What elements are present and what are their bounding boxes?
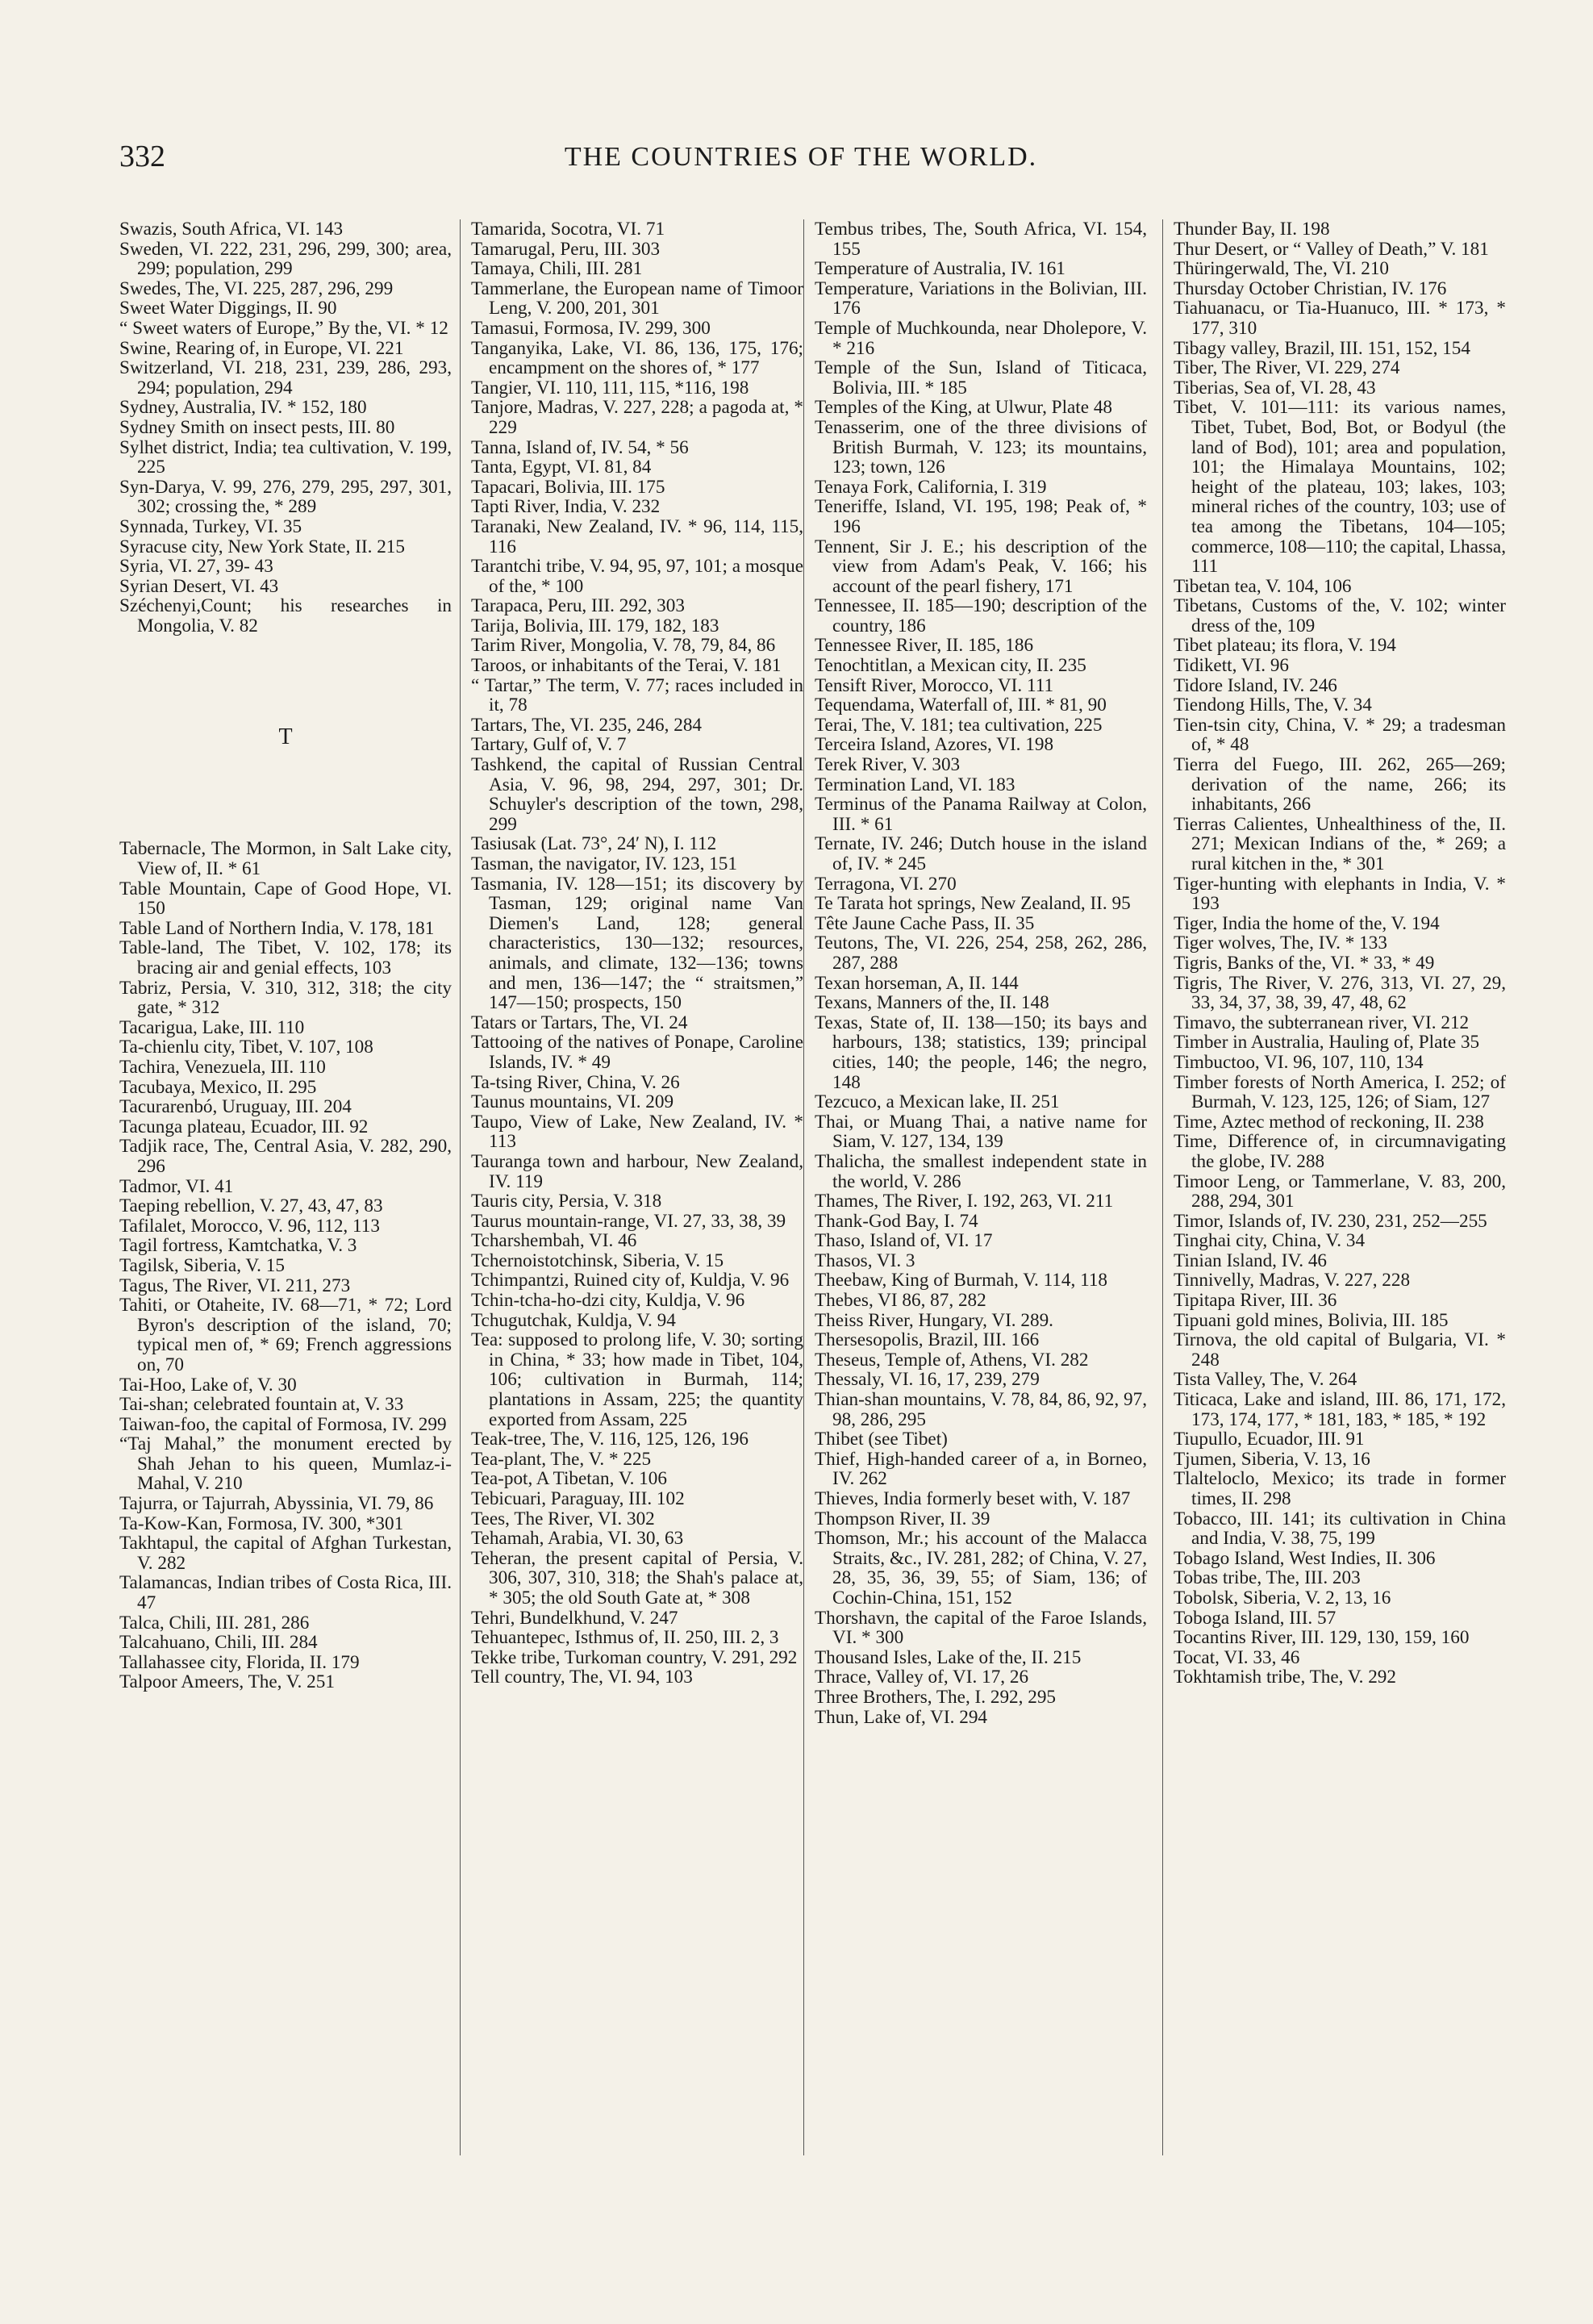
index-entry: Tanganyika, Lake, VI. 86, 136, 175, 176; encampment on the shores of, * 177 — [471, 337, 803, 379]
index-entry: Tanta, Egypt, VI. 81, 84 — [471, 457, 652, 478]
index-entry: Tapti River, India, V. 232 — [471, 496, 661, 518]
index-entry: Syrian Desert, VI. 43 — [119, 575, 279, 597]
index-entry: Tjumen, Siberia, V. 13, 16 — [1174, 1448, 1370, 1470]
index-entry: Tacunga plateau, Ecuador, III. 92 — [119, 1116, 369, 1137]
index-entry: Thessaly, VI. 16, 17, 239, 279 — [815, 1369, 1040, 1391]
index-entry: Tangier, VI. 110, 111, 115, *116, 198 — [471, 377, 749, 398]
entries-after-letter — [119, 839, 452, 1692]
index-entry: Thersesopolis, Brazil, III. 166 — [815, 1329, 1040, 1351]
index-entry: Tibet plateau; its flora, V. 194 — [1174, 635, 1396, 657]
index-entry: Te Tarata hot springs, New Zealand, II. 95 — [815, 893, 1131, 915]
index-entry: Tea: supposed to prolong life, V. 30; sorting in China, * 33; how made in Tibet, 104, 106; cultivation in Burmah, 114; plantations in Assam, 225; the quantity exported from Assam, 225 — [471, 1329, 803, 1430]
index-entry: Teheran, the present capital of Persia, V. 306, 307, 310, 318; the Shah's palace at, * 305; the old South Gate at, * 308 — [471, 1547, 803, 1608]
index-entry: Terragona, VI. 270 — [815, 873, 957, 895]
index-entry: Tauranga town and harbour, New Zealand, IV. 119 — [471, 1150, 803, 1192]
index-entry: Theebaw, King of Burmah, V. 114, 118 — [815, 1270, 1108, 1291]
index-entry: Tartary, Gulf of, V. 7 — [471, 734, 627, 756]
index-entry: Tirnova, the old capital of Bulgaria, VI. * 248 — [1174, 1329, 1506, 1371]
section-letter: T — [278, 724, 293, 750]
index-entry: Teneriffe, Island, VI. 195, 198; Peak of, * 196 — [815, 496, 1147, 537]
index-entry: Temples of the King, at Ulwur, Plate 48 — [815, 397, 1113, 419]
index-entry: “ Sweet waters of Europe,” By the, VI. * 12 — [119, 317, 448, 339]
index-entry: Thorshavn, the capital of the Faroe Islands, VI. * 300 — [815, 1607, 1147, 1649]
index-entry: Timavo, the subterranean river, VI. 212 — [1174, 1012, 1470, 1033]
index-entry: Tenasserim, one of the three divisions of British Burmah, V. 123; its mountains, 123; town, 126 — [815, 416, 1147, 478]
index-entry: Tai-Hoo, Lake of, V. 30 — [119, 1374, 297, 1396]
index-entry: Tigris, The River, V. 276, 313, VI. 27, 29, 33, 34, 37, 38, 39, 47, 48, 62 — [1174, 972, 1506, 1014]
index-entry: Tartars, The, VI. 235, 246, 284 — [471, 714, 703, 736]
index-entry: Tinnivelly, Madras, V. 227, 228 — [1174, 1270, 1411, 1291]
index-entry: Tibet, V. 101—111: its various names, Tibet, Tubet, Bod, Bot, or Bodyul (the land of Bod), 101; area and population, 101; the Himalaya Mountains, 102; height of the plateau, 103; lakes, 103; mineral riches of the country, 103; use of tea among the Tibetans, 104—105; commerce, 108—110; the capital, Lhassa, 111 — [1174, 397, 1506, 578]
index-entry: Tocat, VI. 33, 46 — [1174, 1646, 1300, 1668]
index-entry: Swedes, The, VI. 225, 287, 296, 299 — [119, 277, 394, 299]
index-entry: Tebicuari, Paraguay, III. 102 — [471, 1488, 685, 1509]
index-entry: Thai, or Muang Thai, a native name for Siam, V. 127, 134, 139 — [815, 1111, 1147, 1153]
index-entry: Thaso, Island of, VI. 17 — [815, 1230, 993, 1252]
index-entry: Tembus tribes, The, South Africa, VI. 154, 155 — [815, 219, 1147, 260]
index-entry: Thur Desert, or “ Valley of Death,” V. 181 — [1174, 238, 1489, 260]
index-entry: Teutons, The, VI. 226, 254, 258, 262, 286, 287, 288 — [815, 933, 1147, 974]
index-entry: Tchimpantzi, Ruined city of, Kuldja, V. 96 — [471, 1270, 790, 1291]
index-entry: Ta-chienlu city, Tibet, V. 107, 108 — [119, 1037, 373, 1058]
index-entry: Tidikett, VI. 96 — [1174, 655, 1290, 677]
index-entry: Thunder Bay, II. 198 — [1174, 219, 1330, 240]
index-entry: Tcharshembah, VI. 46 — [471, 1230, 637, 1252]
index-entry: Talpoor Ameers, The, V. 251 — [119, 1671, 335, 1693]
index-entry: Tiber, The River, VI. 229, 274 — [1174, 357, 1400, 379]
index-entry: “Taj Mahal,” the monument erected by Shah Jehan to his queen, Mumlaz-i-Mahal, V. 210 — [119, 1433, 452, 1495]
index-entry: Tea-plant, The, V. * 225 — [471, 1448, 652, 1470]
index-column-3 — [815, 219, 1147, 2284]
index-entry: Tierra del Fuego, III. 262, 265—269; derivation of the name, 266; its inhabitants, 266 — [1174, 754, 1506, 816]
index-entry: Thrace, Valley of, VI. 17, 26 — [815, 1667, 1029, 1688]
index-entry: Tennent, Sir J. E.; his description of the view from Adam's Peak, V. 166; his account of the pearl fishery, 171 — [815, 536, 1147, 597]
index-entry: Theseus, Temple of, Athens, VI. 282 — [815, 1349, 1089, 1371]
index-entry: Taurus mountain-range, VI. 27, 33, 38, 39 — [471, 1210, 786, 1232]
index-entry: Tai-shan; celebrated fountain at, V. 33 — [119, 1394, 404, 1416]
index-entry: Tanna, Island of, IV. 54, * 56 — [471, 436, 689, 458]
index-entry: Talamancas, Indian tribes of Costa Rica, III. 47 — [119, 1572, 452, 1614]
index-entry: Tagil fortress, Kamtchatka, V. 3 — [119, 1235, 357, 1257]
index-entry: Thomson, Mr.; his account of the Malacca Straits, &c., IV. 281, 282; of China, V. 27, 28, 35, 36, 39, 55; of Siam, 136; of Cochin-China, 151, 152 — [815, 1528, 1147, 1608]
index-entry: Tiendong Hills, The, V. 34 — [1174, 695, 1372, 716]
index-entry: Temperature, Variations in the Bolivian, III. 176 — [815, 277, 1147, 319]
index-entry: Tiger wolves, The, IV. * 133 — [1174, 933, 1387, 954]
column-rule — [803, 219, 804, 2155]
index-entry: Tasmania, IV. 128—151; its discovery by Tasman, 129; original name Van Diemen's Land, 128; general characteristics, 130—132; resources, animals, and climate, 132—136; towns and men, 136—147; the “ straitsmen,” 147—150; prospects, 150 — [471, 873, 803, 1014]
index-entry: Tlalteloclo, Mexico; its trade in former times, II. 298 — [1174, 1468, 1506, 1509]
index-entry: Tibetan tea, V. 104, 106 — [1174, 575, 1352, 597]
index-entry: Sweet Water Diggings, II. 90 — [119, 298, 337, 319]
index-entry: Tipuani gold mines, Bolivia, III. 185 — [1174, 1309, 1449, 1331]
index-entry: Tea-pot, A Tibetan, V. 106 — [471, 1468, 667, 1490]
index-entry: Tacarigua, Lake, III. 110 — [119, 1016, 305, 1038]
index-entry: Tinghai city, China, V. 34 — [1174, 1230, 1366, 1252]
index-column-2 — [471, 219, 803, 2284]
index-entry: Ternate, IV. 246; Dutch house in the island of, IV. * 245 — [815, 833, 1147, 874]
index-entry: Sweden, VI. 222, 231, 296, 299, 300; area, 299; population, 299 — [119, 238, 452, 280]
index-entry: Tagus, The River, VI. 211, 273 — [119, 1275, 351, 1296]
index-entry: Texan horseman, A, II. 144 — [815, 972, 1019, 994]
index-entry: Talcahuano, Chili, III. 284 — [119, 1632, 318, 1654]
index-entry: Tarim River, Mongolia, V. 78, 79, 84, 86 — [471, 635, 776, 657]
index-column-1 — [119, 219, 452, 2284]
index-entry: Tiberias, Sea of, VI. 28, 43 — [1174, 377, 1376, 398]
index-entry: Tensift River, Morocco, VI. 111 — [815, 674, 1054, 696]
index-entry: Thian-shan mountains, V. 78, 84, 86, 92, 97, 98, 286, 295 — [815, 1389, 1147, 1430]
index-entry: Tamarida, Socotra, VI. 71 — [471, 219, 665, 240]
index-entry: Tarantchi tribe, V. 94, 95, 97, 101; a mosque of the, * 100 — [471, 556, 803, 597]
index-entry: Thibet (see Tibet) — [815, 1429, 948, 1450]
entries-before-letter — [119, 219, 452, 636]
index-entry: Taunus mountains, VI. 209 — [471, 1091, 674, 1113]
column-rule — [1162, 219, 1163, 2155]
index-entry: Termination Land, VI. 183 — [815, 774, 1015, 795]
index-column-4 — [1174, 219, 1506, 2284]
index-entry: Tibetans, Customs of the, V. 102; winter dress of the, 109 — [1174, 595, 1506, 636]
index-entry: Tehri, Bundelkhund, V. 247 — [471, 1607, 678, 1629]
index-entry: Talca, Chili, III. 281, 286 — [119, 1612, 310, 1633]
index-entry: Tinian Island, IV. 46 — [1174, 1250, 1328, 1271]
index-entry: Thursday October Christian, IV. 176 — [1174, 277, 1447, 299]
index-entry: Tamaya, Chili, III. 281 — [471, 258, 643, 280]
index-entry: Timber forests of North America, I. 252; of Burmah, V. 123, 125, 126; of Siam, 127 — [1174, 1071, 1506, 1113]
index-entry: Taeping rebellion, V. 27, 43, 47, 83 — [119, 1195, 383, 1217]
index-entry: Switzerland, VI. 218, 231, 239, 286, 293, 294; population, 294 — [119, 357, 452, 398]
index-entry: Terceira Island, Azores, VI. 198 — [815, 734, 1054, 756]
index-entry: Thief, High-handed career of a, in Borneo, IV. 262 — [815, 1448, 1147, 1490]
index-entry: Ta-Kow-Kan, Formosa, IV. 300, *301 — [119, 1512, 404, 1534]
index-entry: Thüringerwald, The, VI. 210 — [1174, 258, 1390, 280]
index-entry: Tadjik race, The, Central Asia, V. 282, 290, 296 — [119, 1136, 452, 1177]
index-entry: Ta-tsing River, China, V. 26 — [471, 1071, 680, 1093]
index-entry: Tierras Calientes, Unhealthiness of the, II. 271; Mexican Indians of the, * 269; a rural kitchen in the, * 301 — [1174, 813, 1506, 874]
index-entry: Tennessee, II. 185—190; description of the country, 186 — [815, 595, 1147, 636]
index-entry: Texas, State of, II. 138—150; its bays and harbours, 138; statistics, 139; principal cities, 140; the people, 146; the negro, 148 — [815, 1012, 1147, 1093]
index-entry: Tiger, India the home of the, V. 194 — [1174, 912, 1440, 934]
index-entry: Timber in Australia, Hauling of, Plate 35 — [1174, 1032, 1480, 1054]
index-entry: Tafilalet, Morocco, V. 96, 112, 113 — [119, 1215, 380, 1237]
index-entry: “ Tartar,” The term, V. 77; races included in it, 78 — [471, 674, 803, 716]
index-entry: Swazis, South Africa, VI. 143 — [119, 219, 344, 240]
index-entry: Syracuse city, New York State, II. 215 — [119, 536, 405, 557]
index-entry: Tacubaya, Mexico, II. 295 — [119, 1076, 317, 1098]
index-entry: Tapacari, Bolivia, III. 175 — [471, 476, 665, 498]
index-entry: Sydney, Australia, IV. * 152, 180 — [119, 397, 367, 419]
index-entry: Tobacco, III. 141; its cultivation in China and India, V. 38, 75, 199 — [1174, 1508, 1506, 1550]
index-entry: Taupo, View of Lake, New Zealand, IV. * 113 — [471, 1111, 803, 1153]
index-entry: Tauris city, Persia, V. 318 — [471, 1191, 662, 1212]
index-entry: Sylhet district, India; tea cultivation, V. 199, 225 — [119, 436, 452, 478]
index-entry: Tees, The River, VI. 302 — [471, 1508, 655, 1529]
index-entry: Tarija, Bolivia, III. 179, 182, 183 — [471, 615, 719, 636]
index-entry: Temple of the Sun, Island of Titicaca, Bolivia, III. * 185 — [815, 357, 1147, 398]
index-entry: Tatars or Tartars, The, VI. 24 — [471, 1012, 688, 1033]
index-entry: Tagilsk, Siberia, V. 15 — [119, 1254, 285, 1276]
index-entry: Tashkend, the capital of Russian Central Asia, V. 96, 98, 294, 297, 301; Dr. Schuyler's description of the town, 298, 299 — [471, 754, 803, 835]
page-number: 332 — [119, 140, 165, 173]
index-entry: Tiupullo, Ecuador, III. 91 — [1174, 1429, 1365, 1450]
index-entry: Széchenyi,Count; his researches in Mongolia, V. 82 — [119, 595, 452, 636]
index-entry: Takhtapul, the capital of Afghan Turkestan, V. 282 — [119, 1533, 452, 1574]
index-entry: Tehuantepec, Isthmus of, II. 250, III. 2, 3 — [471, 1627, 779, 1649]
index-entry: Tacurarenbó, Uruguay, III. 204 — [119, 1096, 352, 1118]
index-entry: Tchin-tcha-ho-dzi city, Kuldja, V. 96 — [471, 1290, 745, 1312]
index-entry: Taroos, or inhabitants of the Terai, V. 181 — [471, 655, 782, 677]
index-entry: Terminus of the Panama Railway at Colon, III. * 61 — [815, 794, 1147, 835]
index-entry: Thasos, VI. 3 — [815, 1250, 915, 1271]
index-entry: Thun, Lake of, VI. 294 — [815, 1706, 988, 1728]
index-entry: Tequendama, Waterfall of, III. * 81, 90 — [815, 695, 1107, 716]
index-entry: Tell country, The, VI. 94, 103 — [471, 1667, 693, 1688]
page-header — [119, 139, 1482, 179]
index-entry: Terai, The, V. 181; tea cultivation, 225 — [815, 714, 1103, 736]
index-entry: Tezcuco, a Mexican lake, II. 251 — [815, 1091, 1060, 1113]
index-entry: Tasman, the navigator, IV. 123, 151 — [471, 853, 737, 874]
index-entry: Tigris, Banks of the, VI. * 33, * 49 — [1174, 952, 1435, 974]
index-entry: Tchernoistotchinsk, Siberia, V. 15 — [471, 1250, 724, 1271]
index-entry: Tenochtitlan, a Mexican city, II. 235 — [815, 655, 1086, 677]
index-entry: Tanjore, Madras, V. 227, 228; a pagoda at, * 229 — [471, 397, 803, 438]
index-entry: Tabriz, Persia, V. 310, 312, 318; the city gate, * 312 — [119, 977, 452, 1019]
index-entry: Tenaya Fork, California, I. 319 — [815, 476, 1047, 498]
index-entry: Teak-tree, The, V. 116, 125, 126, 196 — [471, 1429, 749, 1450]
index-entry: Thompson River, II. 39 — [815, 1508, 990, 1529]
index-entry: Titicaca, Lake and island, III. 86, 171, 172, 173, 174, 177, * 181, 183, * 185, * 192 — [1174, 1389, 1506, 1430]
index-entry: Tocantins River, III. 129, 130, 159, 160 — [1174, 1627, 1470, 1649]
index-entry: Tista Valley, The, V. 264 — [1174, 1369, 1357, 1391]
column-rule — [460, 219, 461, 2155]
index-entry: Tibagy valley, Brazil, III. 151, 152, 154 — [1174, 337, 1470, 359]
index-entry: Tammerlane, the European name of Timoor Leng, V. 200, 201, 301 — [471, 277, 803, 319]
index-entry: Theiss River, Hungary, VI. 289. — [815, 1309, 1053, 1331]
index-entry: Sydney Smith on insect pests, III. 80 — [119, 416, 395, 438]
index-entry: Tachira, Venezuela, III. 110 — [119, 1057, 326, 1078]
index-entry: Tamarugal, Peru, III. 303 — [471, 238, 661, 260]
index-entry: Tadmor, VI. 41 — [119, 1175, 234, 1197]
index-entry: Tipitapa River, III. 36 — [1174, 1290, 1337, 1312]
index-entry: Tabernacle, The Mormon, in Salt Lake city, View of, II. * 61 — [119, 838, 452, 880]
index-entry: Time, Difference of, in circumnavigating the globe, IV. 288 — [1174, 1131, 1506, 1172]
index-entry: Thames, The River, I. 192, 263, VI. 211 — [815, 1191, 1114, 1212]
index-entry: Tajurra, or Tajurrah, Abyssinia, VI. 79, 86 — [119, 1493, 434, 1515]
index-entry: Taiwan-foo, the capital of Formosa, IV. 299 — [119, 1413, 447, 1435]
index-entry: Tien-tsin city, China, V. * 29; a tradesman of, * 48 — [1174, 714, 1506, 756]
index-entry: Timor, Islands of, IV. 230, 231, 252—255 — [1174, 1210, 1487, 1232]
running-title: THE COUNTRIES OF THE WORLD. — [564, 142, 1038, 172]
index-entry: Tehamah, Arabia, VI. 30, 63 — [471, 1528, 684, 1550]
index-entry: Tennessee River, II. 185, 186 — [815, 635, 1034, 657]
index-entry: Temperature of Australia, IV. 161 — [815, 258, 1065, 280]
index-entry: Thank-God Bay, I. 74 — [815, 1210, 978, 1232]
index-entry: Tallahassee city, Florida, II. 179 — [119, 1651, 360, 1673]
index-entry: Tiger-hunting with elephants in India, V. * 193 — [1174, 873, 1506, 915]
index-entry: Toboga Island, III. 57 — [1174, 1607, 1337, 1629]
index-entry: Table-land, The Tibet, V. 102, 178; its bracing air and genial effects, 103 — [119, 937, 452, 979]
index-entry: Tarapaca, Peru, III. 292, 303 — [471, 595, 685, 617]
index-entry: Tamasui, Formosa, IV. 299, 300 — [471, 317, 711, 339]
index-entry: Tchugutchak, Kuldja, V. 94 — [471, 1309, 676, 1331]
index-entry: Temple of Muchkounda, near Dholepore, V. * 216 — [815, 317, 1147, 359]
index-entry: Table Mountain, Cape of Good Hope, VI. 150 — [119, 878, 452, 920]
index-entry: Thebes, VI 86, 87, 282 — [815, 1290, 986, 1312]
index-entry: Swine, Rearing of, in Europe, VI. 221 — [119, 337, 404, 359]
index-entry: Tête Jaune Cache Pass, II. 35 — [815, 912, 1035, 934]
index-entry: Tobas tribe, The, III. 203 — [1174, 1567, 1361, 1589]
index-entry: Texans, Manners of the, II. 148 — [815, 992, 1049, 1014]
index-entry: Time, Aztec method of reckoning, II. 238 — [1174, 1111, 1484, 1133]
index-entry: Timoor Leng, or Tammerlane, V. 83, 200, 288, 294, 301 — [1174, 1170, 1506, 1212]
index-entry: Tasiusak (Lat. 73°, 24′ N), I. 112 — [471, 833, 717, 855]
index-entry: Timbuctoo, VI. 96, 107, 110, 134 — [1174, 1051, 1424, 1073]
index-entry: Thieves, India formerly beset with, V. 187 — [815, 1488, 1131, 1509]
index-entry: Terek River, V. 303 — [815, 754, 961, 776]
index-entry: Syria, VI. 27, 39- 43 — [119, 556, 273, 578]
index-entry: Table Land of Northern India, V. 178, 181 — [119, 917, 435, 939]
index-entry: Thalicha, the smallest independent state in the world, V. 286 — [815, 1150, 1147, 1192]
index-entry: Three Brothers, The, I. 292, 295 — [815, 1686, 1057, 1708]
index-entry: Syn-Darya, V. 99, 276, 279, 295, 297, 301, 302; crossing the, * 289 — [119, 476, 452, 518]
index-entry: Thousand Isles, Lake of the, II. 215 — [815, 1646, 1082, 1668]
index-entry: Tokhtamish tribe, The, V. 292 — [1174, 1667, 1396, 1688]
index-entry: Tidore Island, IV. 246 — [1174, 674, 1337, 696]
index-entry: Tahiti, or Otaheite, IV. 68—71, * 72; Lord Byron's description of the island, 70; typical men of, * 69; French aggressions on, 70 — [119, 1295, 452, 1375]
index-entry: Tiahuanacu, or Tia-Huanuco, III. * 173, * 177, 310 — [1174, 298, 1506, 339]
index-entry: Synnada, Turkey, VI. 35 — [119, 515, 302, 537]
index-entry: Tattooing of the natives of Ponape, Caroline Islands, IV. * 49 — [471, 1032, 803, 1073]
index-entry: Taranaki, New Zealand, IV. * 96, 114, 115, 116 — [471, 515, 803, 557]
index-entry: Tobago Island, West Indies, II. 306 — [1174, 1547, 1436, 1569]
index-entry: Tobolsk, Siberia, V. 2, 13, 16 — [1174, 1587, 1391, 1608]
index-entry: Tekke tribe, Turkoman country, V. 291, 292 — [471, 1646, 798, 1668]
